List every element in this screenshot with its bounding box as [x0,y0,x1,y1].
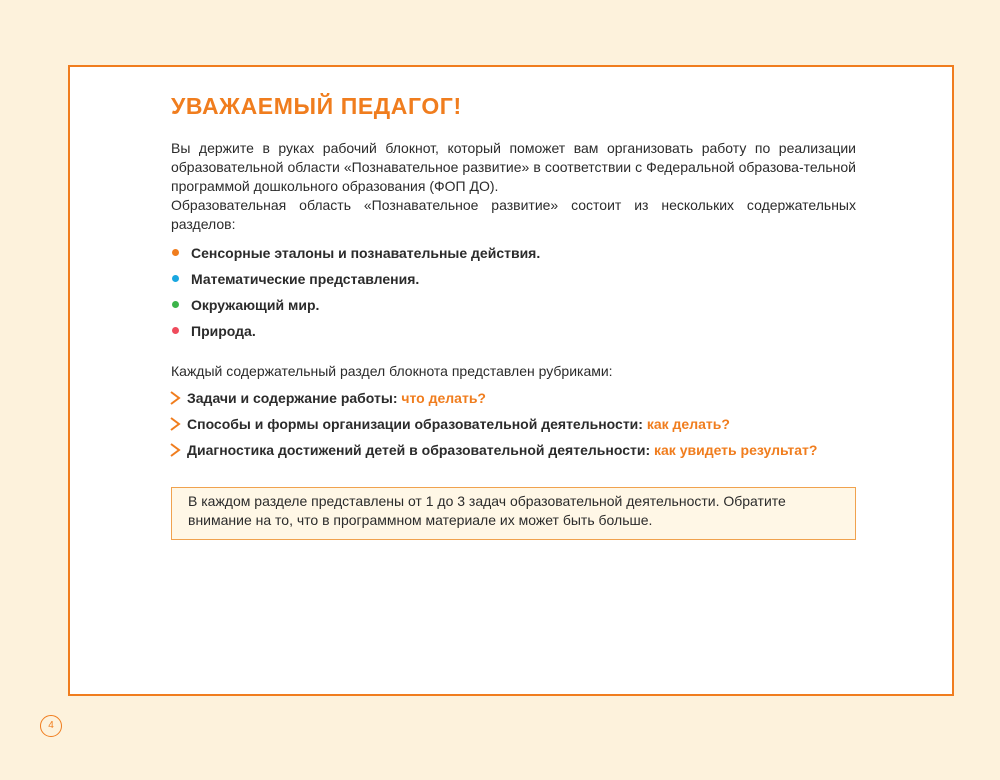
rubric-accent: как делать? [646,416,730,432]
rubric-label: Диагностика достижений детей в образовательной деятельности: [187,442,651,458]
page-frame [68,65,954,696]
note-box: В каждом разделе представлены от 1 до 3 задач образовательной деятельности. Обратите внимание на то, что в программном материале их может быть больше. [171,487,856,540]
list-item [171,240,856,266]
rubrics-intro: Каждый содержательный раздел блокнота представлен рубриками: [171,363,613,379]
bullet-icon [172,327,179,334]
section-label: Сенсорные эталоны и познавательные действия. [191,245,541,261]
bullet-icon [172,301,179,308]
rubrics-list [171,385,856,463]
intro-paragraph: Вы держите в руках рабочий блокнот, который поможет вам организовать работу по реализации образовательной области «Познавательное развитие» в соответствии с Федеральной образова-тельной программой дошкольного образования (ФОП ДО). [171,140,856,194]
list-item [171,411,856,437]
rubric-accent: как увидеть результат? [654,442,818,458]
intro-paragraph: Образовательная область «Познавательное развитие» состоит из нескольких содержательных разделов: [171,197,856,232]
rubric-label: Задачи и содержание работы: [187,390,398,406]
section-label: Природа. [191,323,256,339]
list-item [171,318,856,344]
page-number: 4 [40,715,62,737]
bullet-icon [172,275,179,282]
rubric-accent: что делать? [401,390,486,406]
intro-text [171,139,856,234]
rubric-label: Способы и формы организации образовательной деятельности: [187,416,643,432]
list-item [171,437,856,463]
list-item [171,266,856,292]
bullet-icon [172,249,179,256]
sections-list [171,240,856,344]
arrow-right-icon [169,390,181,406]
list-item [171,292,856,318]
arrow-right-icon [169,442,181,458]
section-label: Окружающий мир. [191,297,320,313]
section-label: Математические представления. [191,271,420,287]
page-content [171,91,856,540]
page-title: УВАЖАЕМЫЙ ПЕДАГОГ! [171,93,462,119]
list-item [171,385,856,411]
arrow-right-icon [169,416,181,432]
